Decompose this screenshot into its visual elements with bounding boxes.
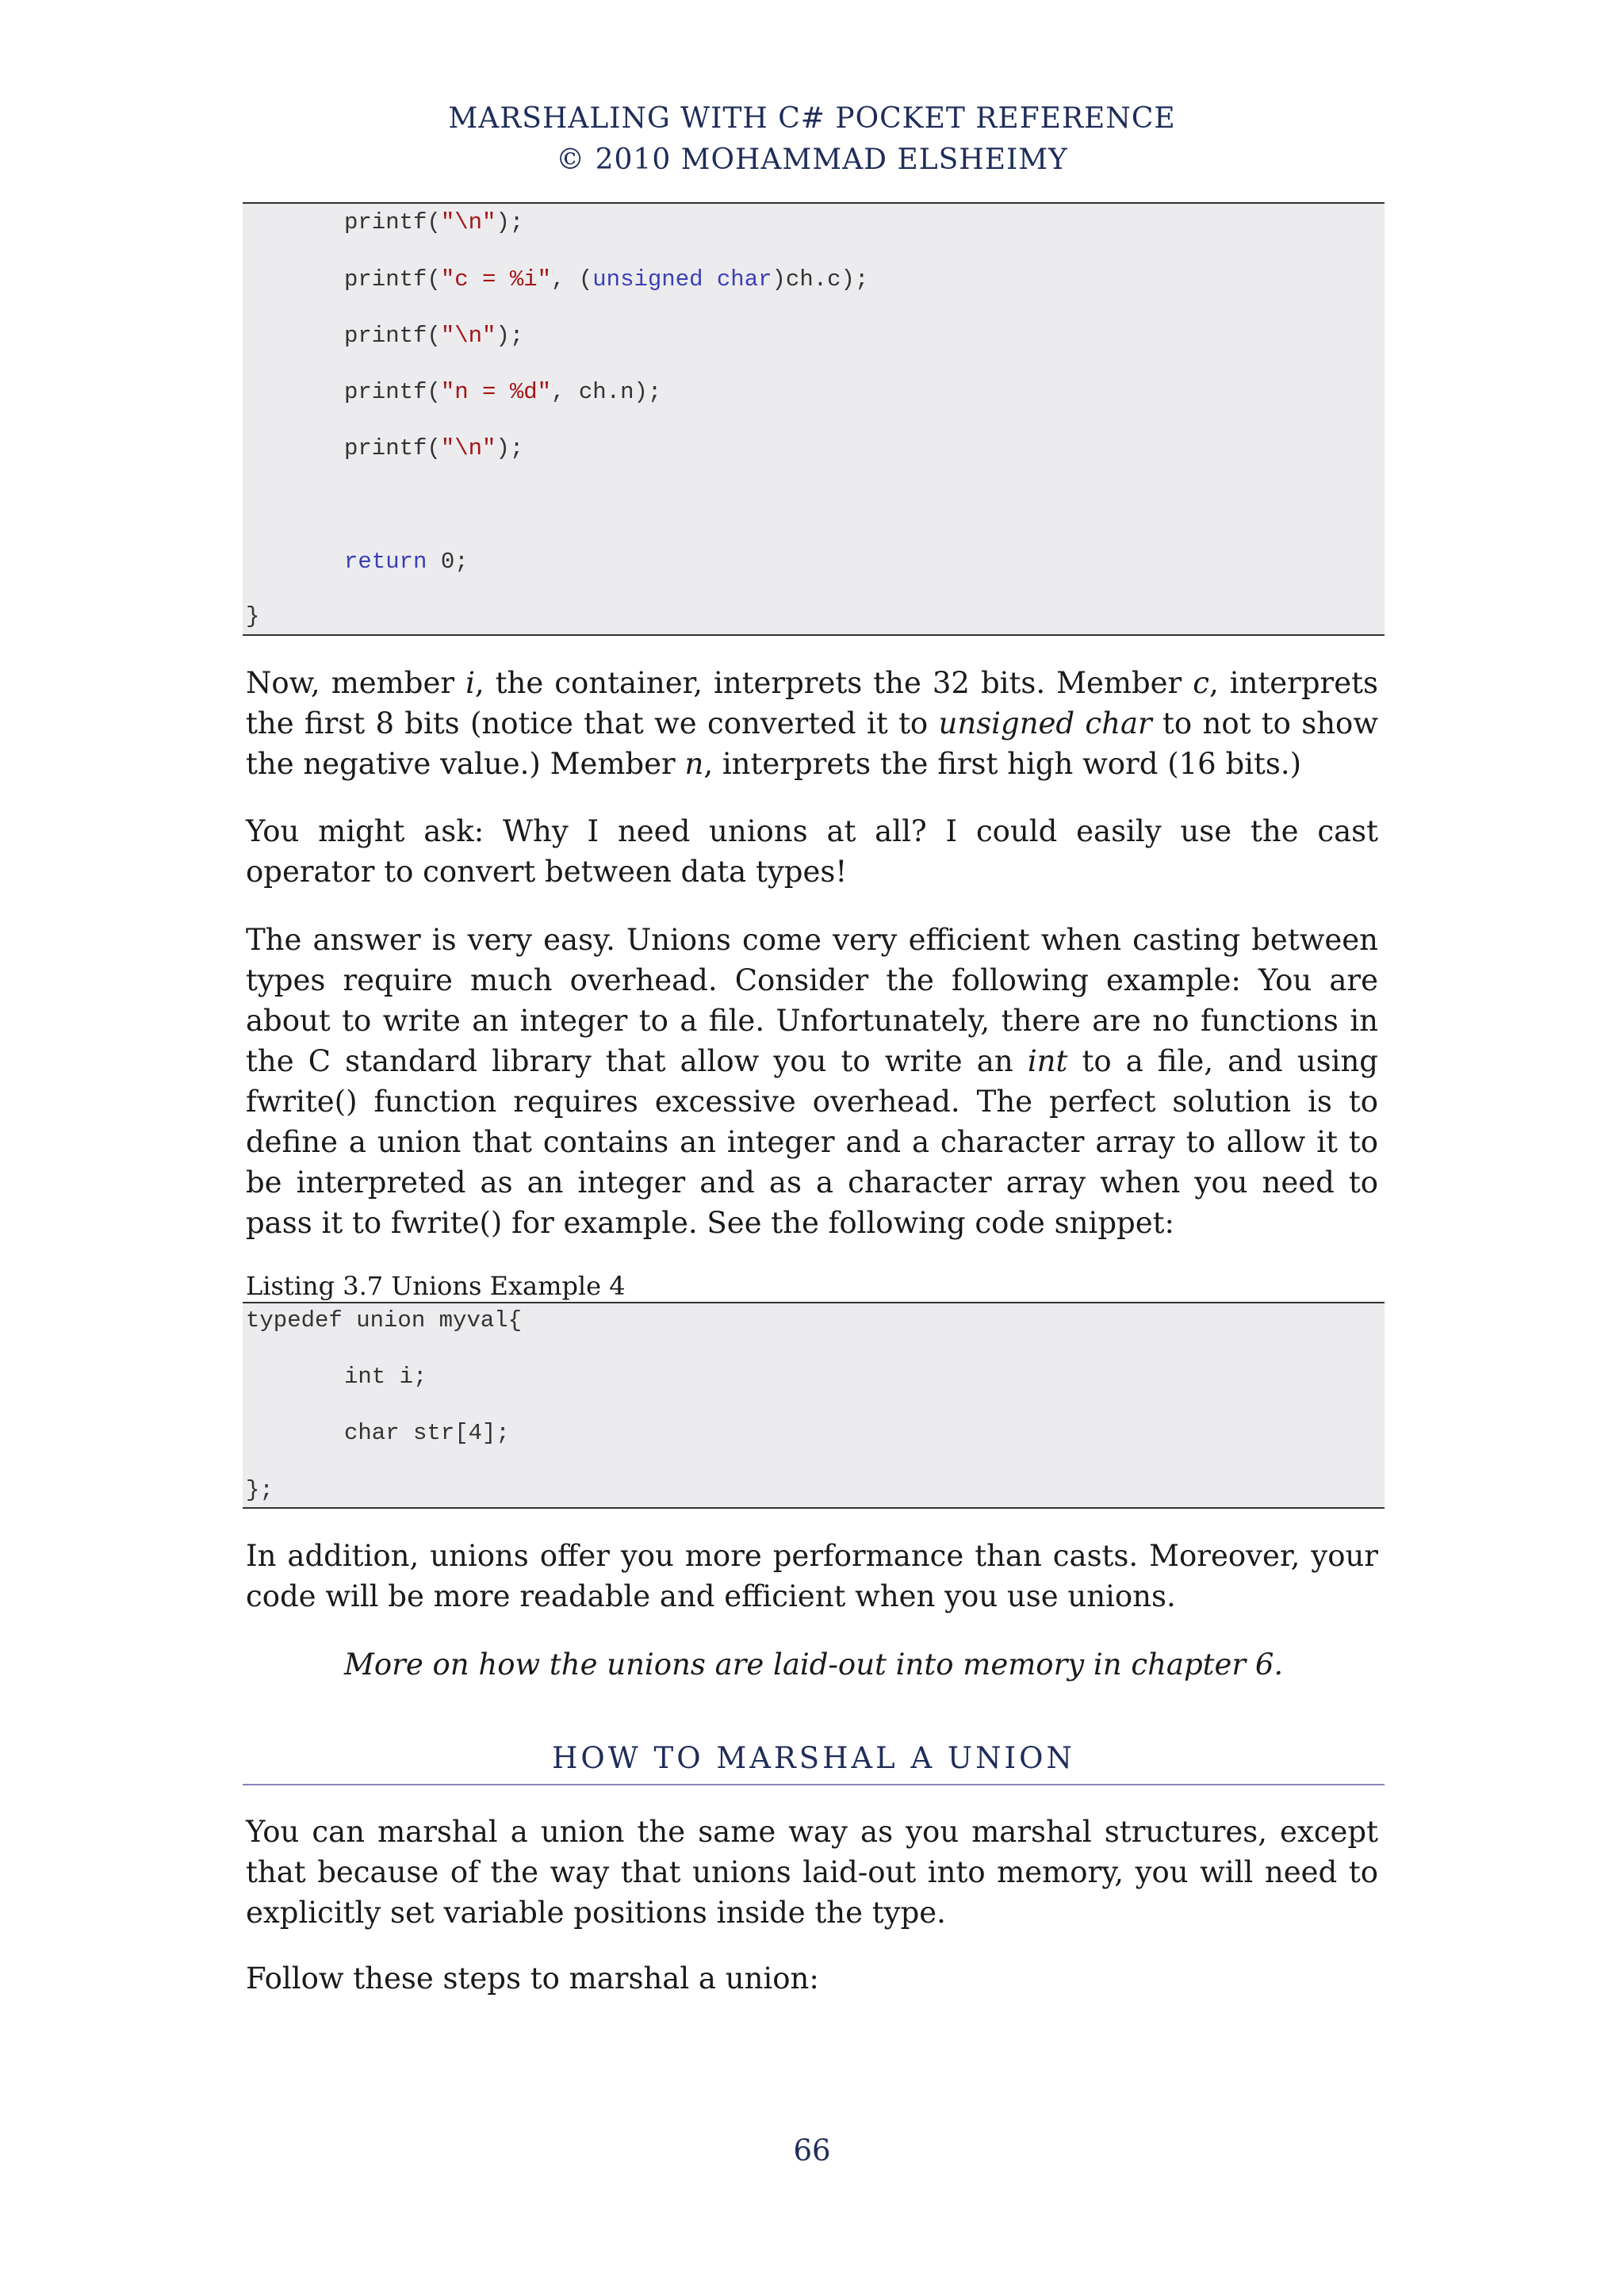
code-block-listing: [243, 1302, 1385, 1509]
code-line: int i;: [344, 1364, 427, 1390]
listing-caption: Listing 3.7 Unions Example 4: [246, 1271, 626, 1301]
paragraph: Follow these steps to marshal a union:: [246, 1961, 819, 1996]
section-heading: HOW TO MARSHAL A UNION: [243, 1736, 1385, 1785]
running-header: [0, 98, 1624, 181]
code-line: };: [246, 1477, 274, 1503]
code-line: printf("n = %d", ch.n);: [344, 379, 662, 405]
paragraph: Now, member i, the container, interprets the 32 bits. Member c, interprets the first 8 bits (notice that we converted it to unsigned char to not to show the negative value.) Member n, interprets the first high word (16 bits.): [246, 666, 1378, 781]
code-line: printf("\n");: [344, 323, 524, 349]
paragraph: You might ask: Why I need unions at all? I could easily use the cast operator to convert between data types!: [246, 814, 1378, 889]
code-line: printf("c = %i", (unsigned char)ch.c);: [344, 266, 869, 293]
paragraph: The answer is very easy. Unions come very efficient when casting between types require much overhead. Consider the following example: You are about to write an integer to a file. Unfortunately, there are no functions in the C standard library that allow you to write an int to a file, and using fwrite() function requires excessive overhead. The perfect solution is to define a union that contains an integer and a character array to allow it to be interpreted as an integer and as a character array when you need to pass it to fwrite() for example. See the following code snippet:: [246, 923, 1378, 1240]
code-line: char str[4];: [344, 1420, 510, 1446]
code-line: printf("\n");: [344, 435, 524, 461]
code-block-continuation: [243, 202, 1385, 636]
note: More on how the unions are laid-out into memory in chapter 6.: [344, 1647, 1284, 1682]
page-number: 66: [793, 2133, 831, 2168]
code-line: typedef union myval{: [246, 1307, 523, 1334]
code-line: printf("\n");: [344, 209, 524, 235]
header-copyright: © 2010 MOHAMMAD ELSHEIMY: [556, 144, 1068, 176]
code-line-return: return 0;: [344, 549, 469, 575]
header-title: MARSHALING WITH C# POCKET REFERENCE: [448, 102, 1176, 135]
paragraph: In addition, unions offer you more performance than casts. Moreover, your code will be more readable and efficient when you use unions.: [246, 1539, 1378, 1613]
paragraph: You can marshal a union the same way as you marshal structures, except that because of the way that unions laid-out into memory, you will need to explicitly set variable positions inside the type.: [246, 1815, 1378, 1930]
code-line-closing-brace: }: [246, 603, 260, 629]
